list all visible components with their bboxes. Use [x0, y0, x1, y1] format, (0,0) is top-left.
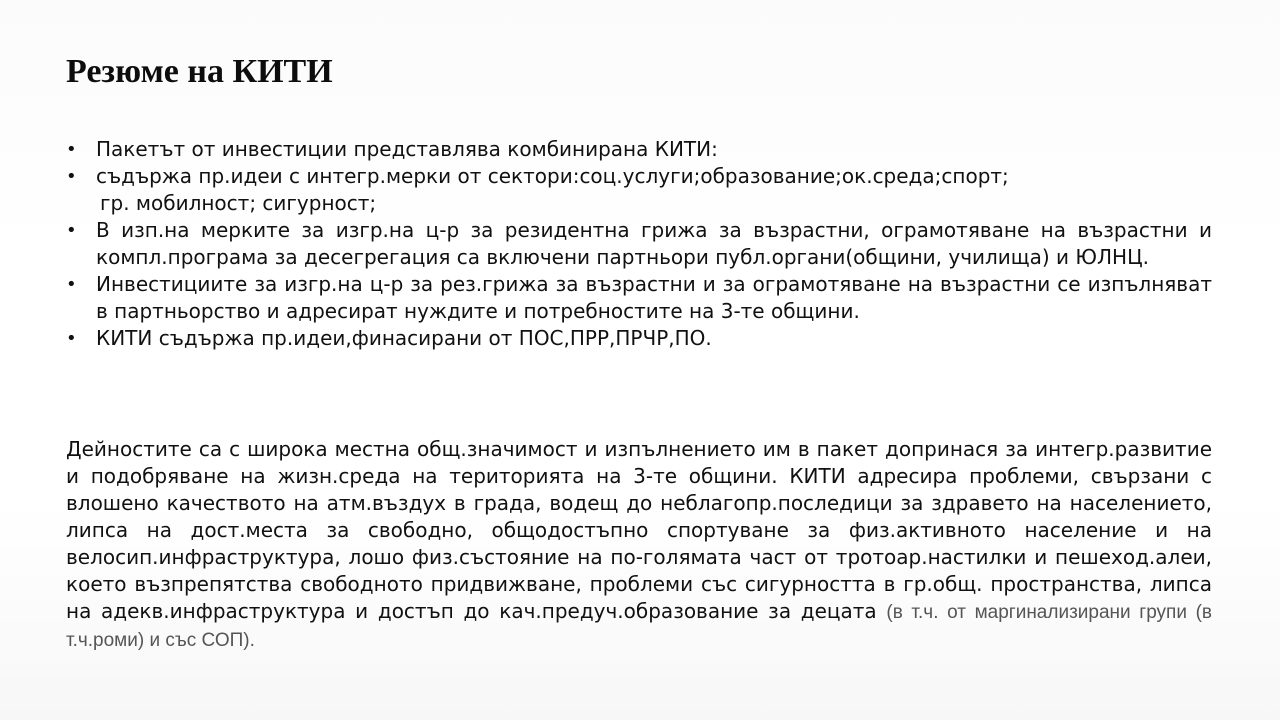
bullet-item [66, 163, 1212, 217]
summary-paragraph-main: Дейностите са с широка местна общ.значимост и изпълнението им в пакет допринася за интегр.развитие и подобряване на жизн.среда на територията на 3-те общини. КИТИ адресира проблеми, свързани с влошено качеството на атм.въздух в града, водещ до неблагопр.последици за здравето на населението, липса на дост.места за свободно, общодостъпно спортуване за физ.активното население и на велосип.инфраструктура, лошо физ.състояние на по-голямата част от тротоар.настилки и пешеход.алеи, което възпрепятства свободното придвижване, проблеми със сигурността в гр.общ. пространства, липса на адекв.инфраструктура и достъп до кач.предуч.образование за децата [66, 437, 1212, 623]
bullet-symbol: • [66, 166, 77, 187]
bullet-item [66, 271, 1212, 325]
bullet-symbol: • [66, 139, 77, 160]
bullet-continuation: гр. мобилност; сигурност; [100, 191, 377, 215]
slide-title: Резюме на КИТИ [66, 53, 333, 90]
bullet-text: съдържа пр.идеи с интегр.мерки от сектори:соц.услуги;образование;ок.среда;спорт; [96, 164, 1009, 188]
bullet-symbol: • [66, 274, 77, 295]
bullet-text: КИТИ съдържа пр.идеи,финасирани от ПОС,ПРР,ПРЧР,ПО. [96, 326, 712, 350]
bullet-text: Пакетът от инвестиции представлява комбинирана КИТИ: [96, 137, 718, 161]
bullet-text: В изп.на мерките за изгр.на ц-р за резидентна грижа за възрастни, ограмотяване на възрастни и компл.програма за десегрегация са включени партньори публ.органи(общини, училища) и ЮЛНЦ. [96, 218, 1212, 269]
bullet-symbol: • [66, 328, 77, 349]
summary-paragraph [66, 436, 1212, 654]
bullet-list [66, 136, 1212, 352]
bullet-item [66, 217, 1212, 271]
bullet-symbol: • [66, 220, 77, 241]
bullet-text: Инвестициите за изгр.на ц-р за рез.грижа за възрастни и за ограмотяване на възрастни се изпълняват в партньорство и адресират нуждите и потребностите на 3-те общини. [96, 272, 1212, 323]
summary-paragraph-tail: (в т.ч. от маргинализирани групи (в т.ч.роми) и със СОП). [66, 602, 1212, 651]
bullet-item [66, 325, 1212, 352]
bullet-item [66, 136, 1212, 163]
